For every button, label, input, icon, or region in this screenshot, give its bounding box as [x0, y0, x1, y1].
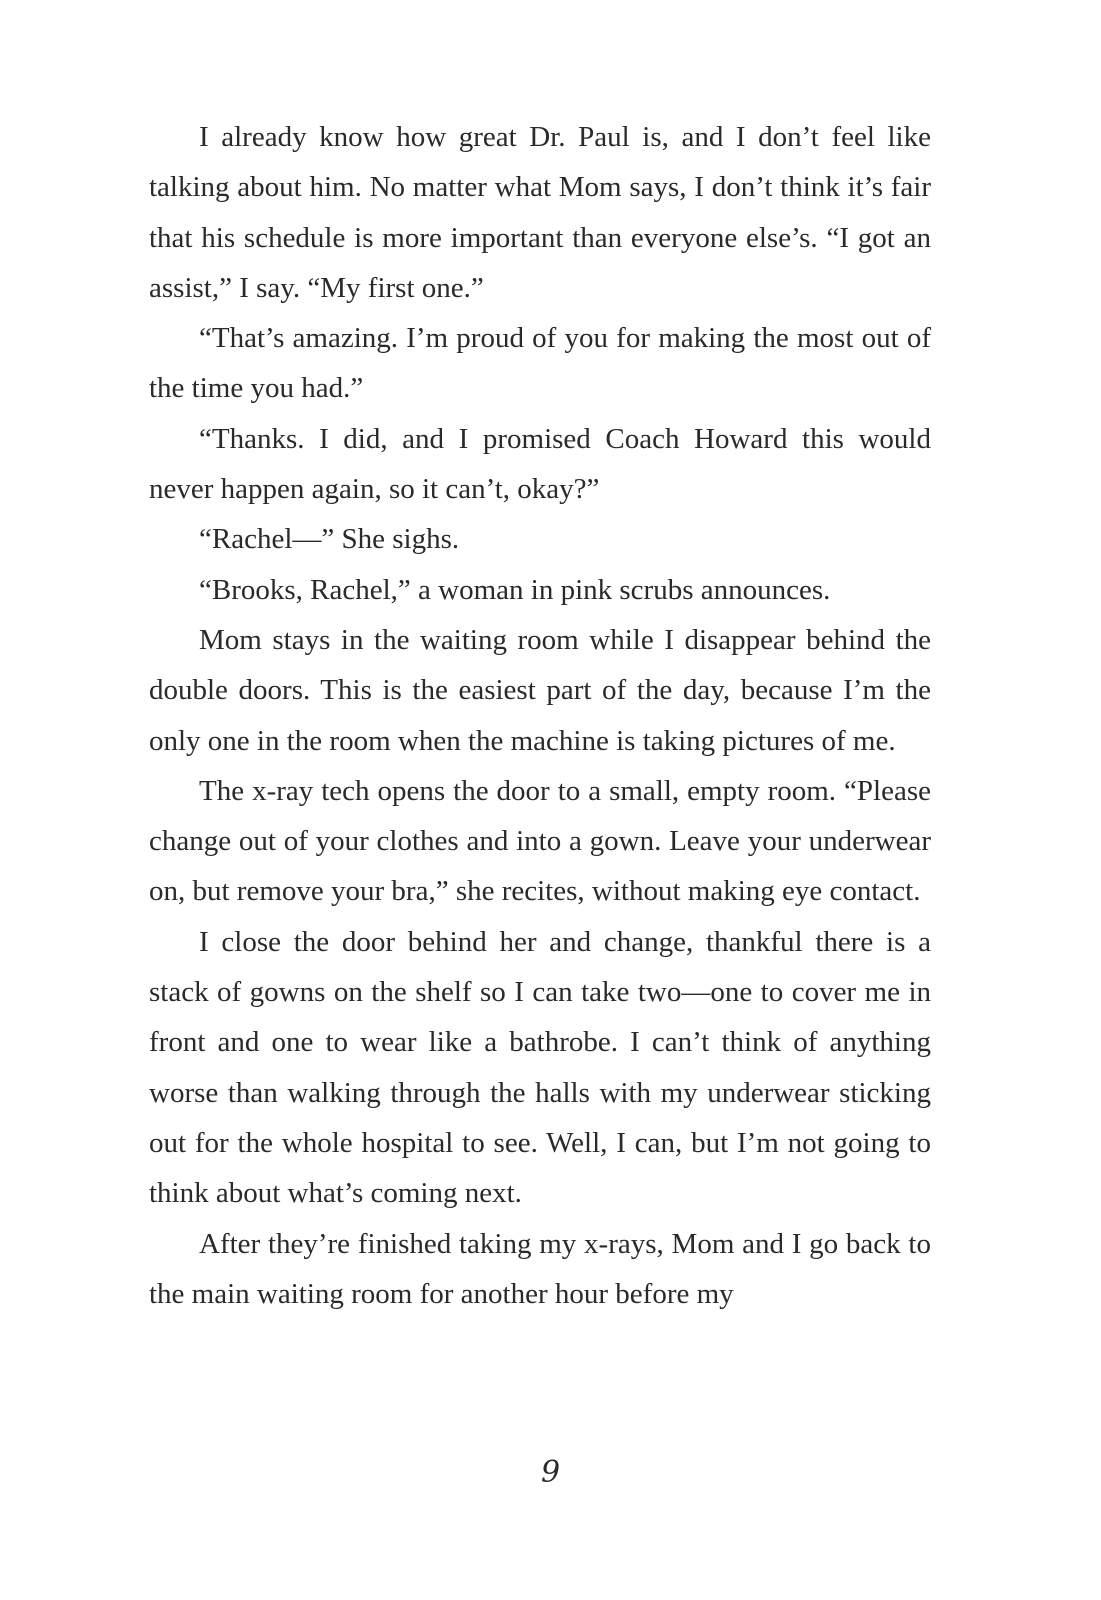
paragraph: I close the door behind her and change, thankful there is a stack of gowns on the shelf so I can take two—one to cover me in front and one to wear like a bathrobe. I can’t think of anything worse than walking through the halls with my underwear sticking out for the whole hospital to see. Well, I can, but I’m not going to think about what’s coming next.	[149, 925, 931, 1210]
paragraph: Mom stays in the waiting room while I disappear behind the double doors. This is the easiest part of the day, because I’m the only one in the room when the machine is taking pictures of me.	[149, 623, 931, 757]
paragraph: The x-ray tech opens the door to a small, empty room. “Please change out of your clothes and into a gown. Leave your underwear on, but remove your bra,” she recites, without making eye contact.	[149, 774, 931, 908]
paragraph: “Thanks. I did, and I promised Coach Howard this would never happen again, so it can’t, okay?”	[149, 422, 931, 506]
paragraph: “Brooks, Rachel,” a woman in pink scrubs announces.	[199, 573, 831, 606]
paragraph: “That’s amazing. I’m proud of you for making the most out of the time you had.”	[149, 322, 931, 405]
page-number: 9	[540, 1455, 561, 1490]
paragraph: I already know how great Dr. Paul is, and I don’t feel like talking about him. No matter what Mom says, I don’t think it’s fair that his schedule is more important than everyone else’s. “I got an assist,” I say. “My first one.”	[149, 121, 931, 304]
paragraph: “Rachel—” She sighs.	[199, 523, 460, 556]
body-text	[149, 112, 931, 1319]
paragraph: After they’re finished taking my x-rays, Mom and I go back to the main waiting room for another hour before my	[149, 1227, 931, 1310]
